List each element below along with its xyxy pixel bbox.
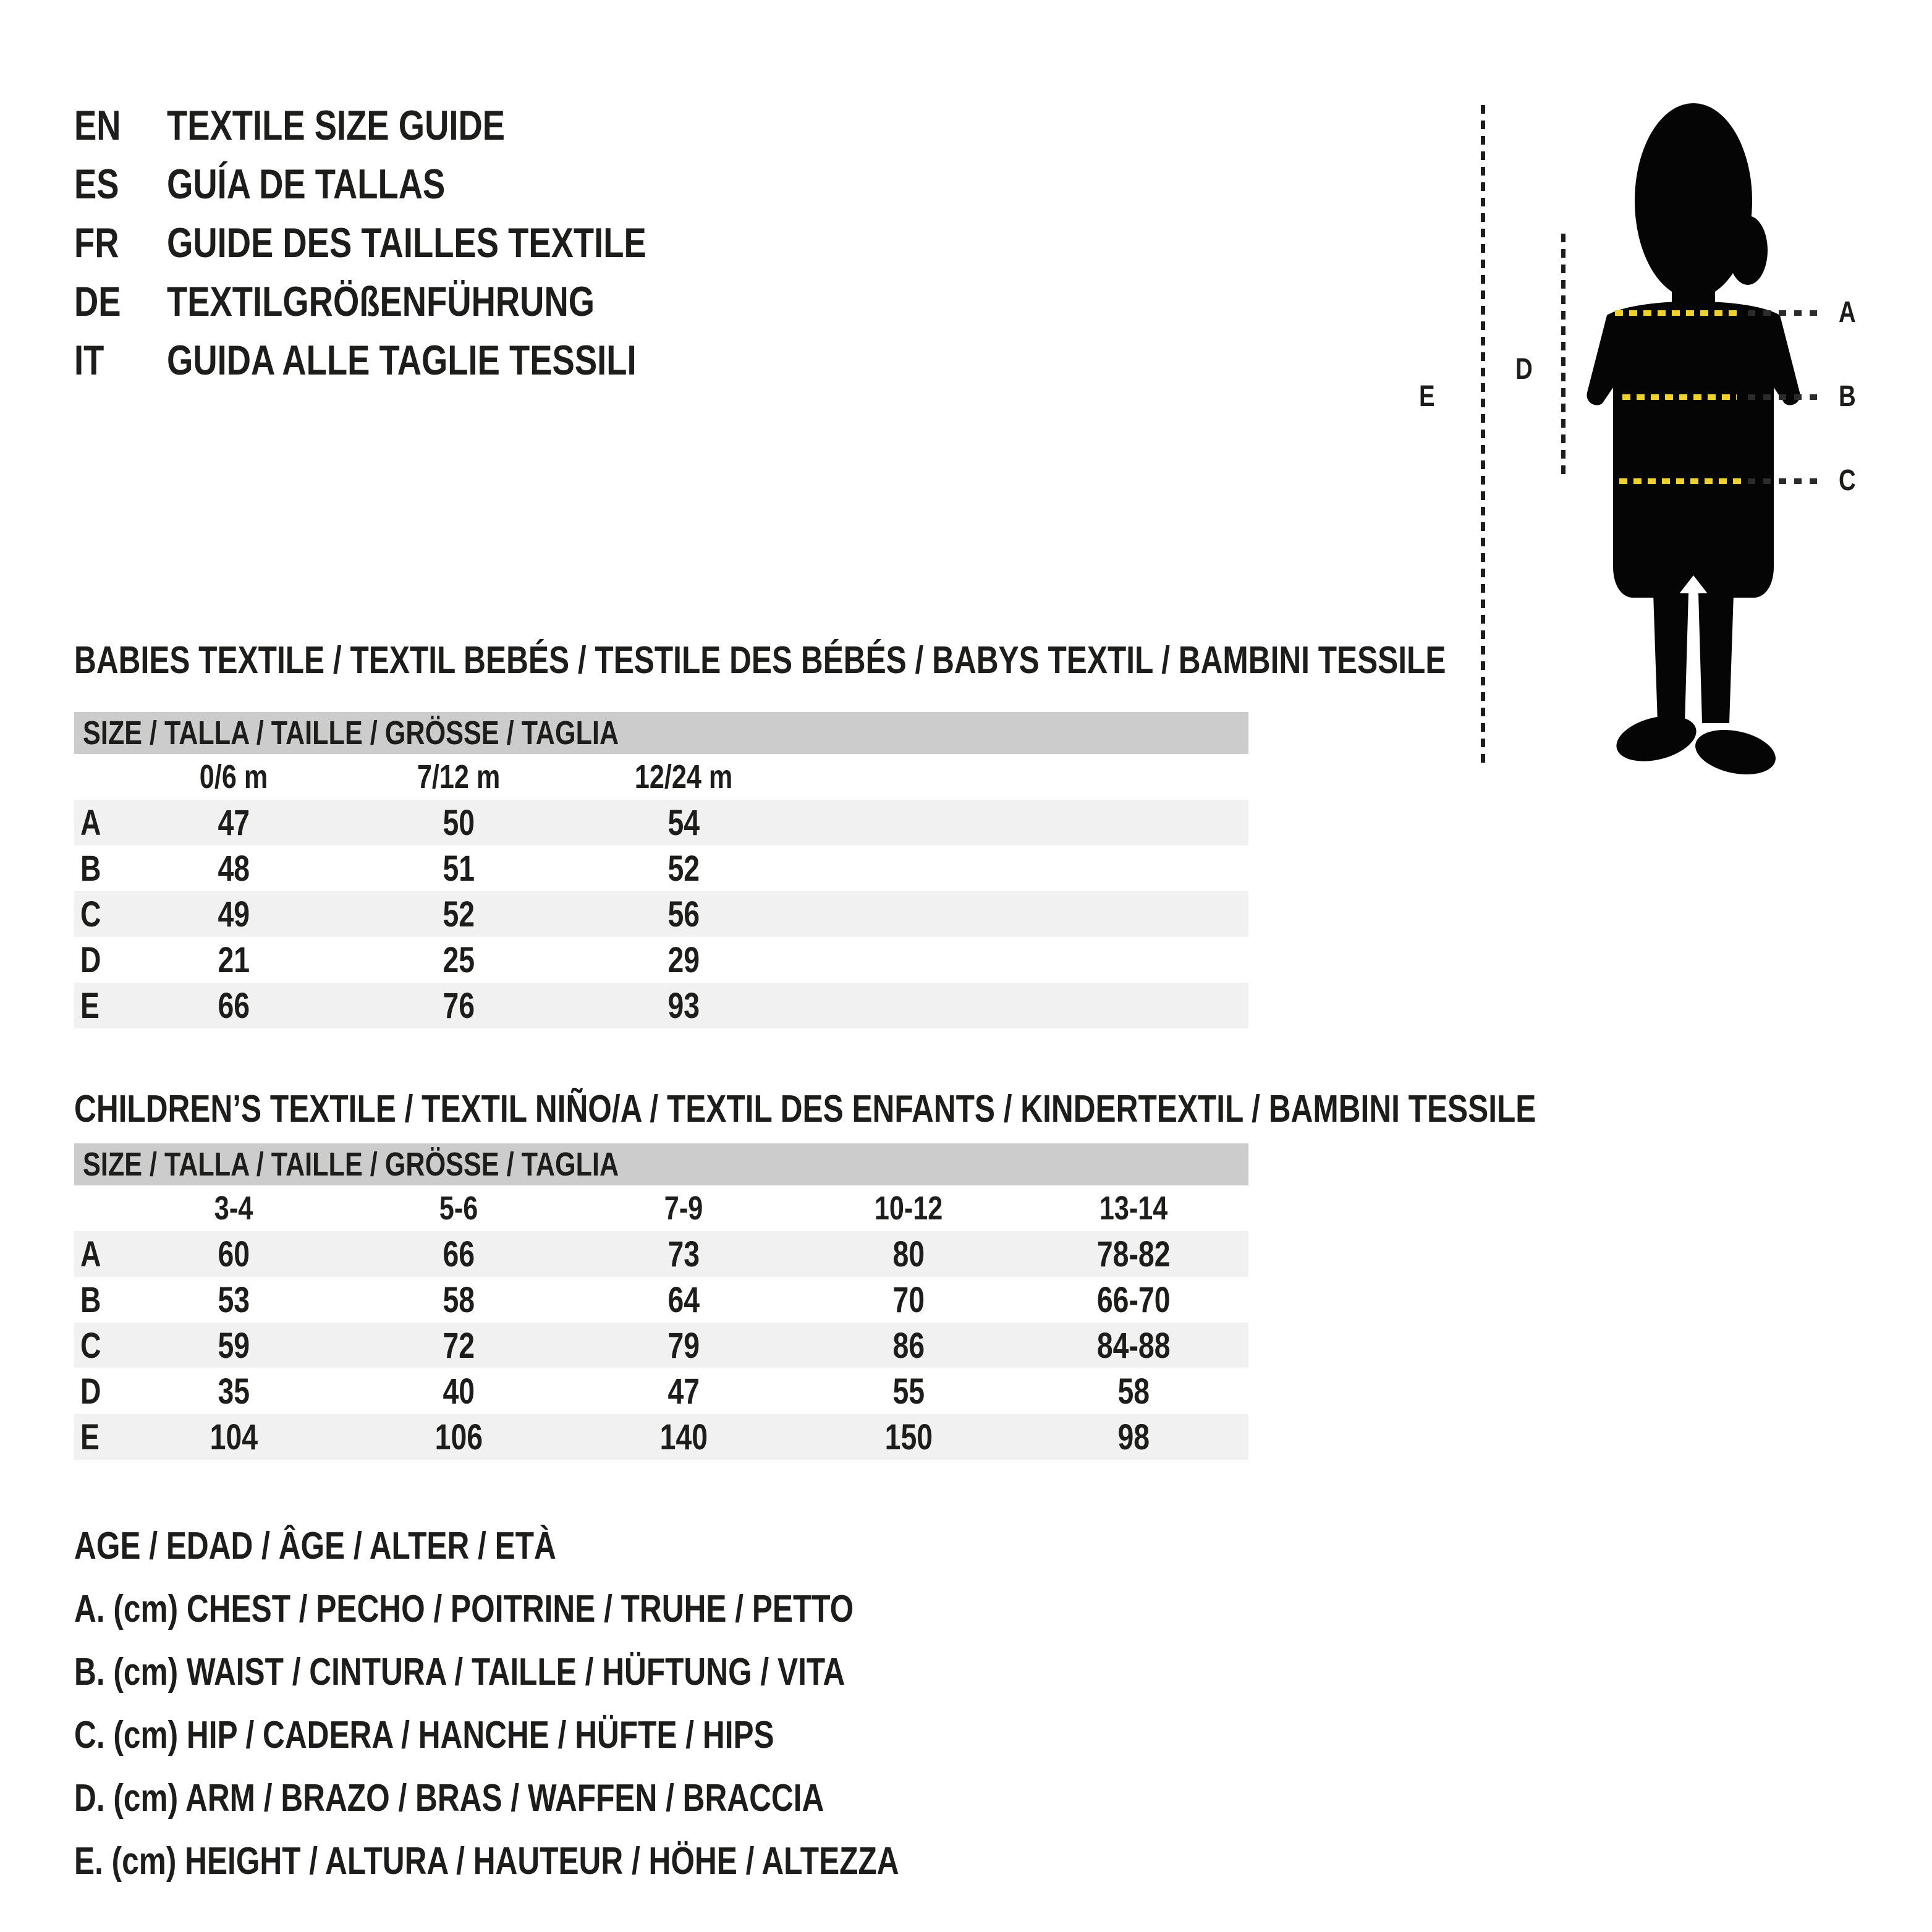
size-value: 47 <box>667 1371 700 1412</box>
row-label <box>74 1371 121 1412</box>
language-code <box>74 160 167 208</box>
size-cell <box>571 1325 796 1366</box>
row-label <box>74 1325 121 1366</box>
size-value: 72 <box>443 1325 475 1366</box>
language-title-text: GUIDE DES TAILLES TEXTILE <box>167 219 646 266</box>
measure-label-waist <box>1839 379 1860 414</box>
measure-label-text: C <box>1839 464 1856 497</box>
row-label-text: D <box>80 1371 101 1412</box>
size-cell <box>1021 1234 1246 1275</box>
size-value: 84-88 <box>1096 1325 1171 1366</box>
size-value: 49 <box>218 894 250 934</box>
size-cell <box>571 1417 796 1458</box>
size-value: 66 <box>218 985 250 1026</box>
size-value: 21 <box>218 939 250 980</box>
row-label <box>74 848 121 889</box>
waist-measure-dashes-dark <box>1748 394 1821 400</box>
table-row-b <box>74 845 1248 891</box>
size-value: 86 <box>892 1325 925 1366</box>
language-title-text: GUÍA DE TALLAS <box>167 160 446 208</box>
size-cell <box>121 1325 346 1366</box>
language-title-list <box>74 96 766 389</box>
size-value: 35 <box>218 1371 250 1412</box>
size-cell <box>346 802 571 844</box>
row-label <box>74 894 121 935</box>
size-cell <box>346 848 571 889</box>
children-size-table <box>74 1143 1248 1460</box>
row-label <box>74 985 121 1027</box>
size-cell <box>796 1371 1021 1412</box>
measure-label-height <box>1419 379 1439 414</box>
table-row-c <box>74 1323 1248 1368</box>
legend-line-text: A. (cm) CHEST / PECHO / POITRINE / TRUHE / PETTO <box>74 1587 854 1630</box>
table-row-e <box>74 1414 1248 1460</box>
row-label-text: C <box>80 1325 101 1366</box>
chest-measure-dashes-yellow <box>1615 310 1742 316</box>
language-code-text: FR <box>74 219 119 266</box>
language-title-text: GUIDA ALLE TAGLIE TESSILI <box>167 336 637 384</box>
column-header <box>1021 1189 1246 1227</box>
size-value: 93 <box>667 985 700 1026</box>
size-cell <box>571 1279 796 1321</box>
measure-label-arm <box>1515 352 1537 387</box>
size-cell <box>571 802 796 844</box>
hip-measure-dashes-yellow <box>1619 478 1743 484</box>
size-value: 54 <box>667 802 700 843</box>
size-cell <box>796 1234 1021 1275</box>
size-cell <box>796 1417 1021 1458</box>
measurement-legend <box>74 1514 1105 1892</box>
size-value: 59 <box>218 1325 250 1366</box>
column-header <box>121 1189 346 1227</box>
hip-measure-dashes-dark <box>1748 478 1820 484</box>
language-title <box>167 160 515 208</box>
children-section-heading <box>74 1084 1902 1133</box>
column-header-row <box>74 1185 1248 1231</box>
size-value: 150 <box>884 1417 933 1457</box>
size-cell <box>346 985 571 1027</box>
size-cell <box>1021 1417 1246 1458</box>
size-cell <box>346 1234 571 1275</box>
size-cell <box>1021 1371 1246 1412</box>
size-cell <box>121 985 346 1027</box>
size-value: 140 <box>659 1417 708 1457</box>
table-row-c <box>74 891 1248 937</box>
language-code-text: EN <box>74 101 121 149</box>
size-value: 70 <box>892 1279 925 1320</box>
size-cell <box>121 848 346 889</box>
size-header-bar <box>74 712 1248 754</box>
size-value: 48 <box>218 848 250 889</box>
table-row-b <box>74 1277 1248 1323</box>
legend-line-text: B. (cm) WAIST / CINTURA / TAILLE / HÜFTUNG / VITA <box>74 1650 845 1693</box>
legend-line-text: AGE / EDAD / ÂGE / ALTER / ETÀ <box>74 1524 556 1567</box>
size-value: 51 <box>443 848 475 889</box>
legend-line-chest <box>74 1577 1105 1640</box>
language-row-es <box>74 155 766 213</box>
legend-line-arm <box>74 1766 1105 1829</box>
legend-line-height <box>74 1829 1105 1892</box>
size-cell <box>571 1234 796 1275</box>
size-cell <box>571 985 796 1027</box>
chest-measure-dashes-dark <box>1748 310 1823 316</box>
size-cell <box>346 1279 571 1321</box>
language-code-text: ES <box>74 160 119 208</box>
language-title <box>167 278 701 326</box>
size-value: 106 <box>434 1417 483 1457</box>
size-value: 58 <box>443 1279 475 1320</box>
language-title <box>167 336 753 384</box>
size-cell <box>121 894 346 935</box>
language-code-text: IT <box>74 336 104 384</box>
size-header-text: SIZE / TALLA / TAILLE / GRÖSSE / TAGLIA <box>83 1146 619 1183</box>
size-value: 66-70 <box>1096 1279 1171 1320</box>
arm-measure-line-d <box>1561 234 1566 477</box>
column-header <box>571 758 796 796</box>
size-cell <box>121 1417 346 1458</box>
column-header-text: 10-12 <box>874 1190 943 1227</box>
column-header <box>121 758 346 796</box>
size-cell <box>571 939 796 981</box>
size-value: 64 <box>667 1279 700 1320</box>
language-title-text: TEXTILE SIZE GUIDE <box>167 101 506 149</box>
legend-line-text: C. (cm) HIP / CADERA / HANCHE / HÜFTE / HIPS <box>74 1713 774 1756</box>
measure-label-hip <box>1839 464 1860 498</box>
table-row-d <box>74 1368 1248 1414</box>
size-cell <box>796 1279 1021 1321</box>
size-value: 73 <box>667 1234 700 1274</box>
size-value: 47 <box>218 802 250 843</box>
language-code <box>74 278 167 326</box>
size-cell <box>346 1371 571 1412</box>
language-row-fr <box>74 213 766 272</box>
row-label-text: E <box>80 1417 100 1457</box>
size-cell <box>346 939 571 981</box>
size-value: 52 <box>667 848 700 889</box>
size-value: 80 <box>892 1234 925 1274</box>
size-cell <box>121 1279 346 1321</box>
row-label-text: E <box>80 985 100 1026</box>
row-label-text: A <box>80 1234 101 1274</box>
column-header-text: 7-9 <box>664 1190 703 1227</box>
language-code-text: DE <box>74 278 121 325</box>
column-header-text: 7/12 m <box>417 758 501 795</box>
row-label-text: A <box>80 802 101 843</box>
size-cell <box>121 939 346 981</box>
measure-label-text: D <box>1515 353 1533 386</box>
language-title <box>167 101 590 150</box>
column-header-text: 0/6 m <box>199 758 268 795</box>
size-cell <box>1021 1279 1246 1321</box>
row-label-text: D <box>80 939 101 980</box>
row-label <box>74 1234 121 1275</box>
row-label-text: C <box>80 894 101 934</box>
size-cell <box>346 1417 571 1458</box>
size-value: 55 <box>892 1371 925 1412</box>
column-header-text: 13-14 <box>1099 1190 1168 1227</box>
size-cell <box>346 894 571 935</box>
size-cell <box>121 802 346 844</box>
size-value: 40 <box>443 1371 475 1412</box>
column-header-text: 3-4 <box>214 1190 253 1227</box>
language-code <box>74 101 167 150</box>
waist-measure-dashes-yellow <box>1622 394 1737 400</box>
table-row-a <box>74 800 1248 845</box>
size-value: 78-82 <box>1096 1234 1171 1274</box>
babies-section-heading-text: BABIES TEXTILE / TEXTIL BEBÉS / TESTILE DES BÉBÉS / BABYS TEXTIL / BAMBINI TESSILE <box>74 638 1446 682</box>
language-title <box>167 219 766 267</box>
legend-line-text: D. (cm) ARM / BRAZO / BRAS / WAFFEN / BRACCIA <box>74 1776 824 1820</box>
size-value: 104 <box>210 1417 258 1457</box>
size-value: 79 <box>667 1325 700 1366</box>
size-cell <box>571 848 796 889</box>
babies-size-table <box>74 712 1248 1028</box>
legend-line-waist <box>74 1640 1105 1703</box>
table-row-a <box>74 1231 1248 1277</box>
size-value: 66 <box>443 1234 475 1274</box>
legend-line-age <box>74 1514 1105 1577</box>
size-value: 98 <box>1117 1417 1150 1457</box>
size-value: 58 <box>1117 1371 1150 1412</box>
measure-label-text: A <box>1839 296 1856 329</box>
row-label <box>74 1279 121 1321</box>
size-cell <box>571 894 796 935</box>
size-value: 76 <box>443 985 475 1026</box>
legend-line-text: E. (cm) HEIGHT / ALTURA / HAUTEUR / HÖHE / ALTEZZA <box>74 1839 899 1883</box>
babies-section-heading <box>74 635 1789 685</box>
measure-label-text: E <box>1419 380 1435 413</box>
column-header <box>571 1189 796 1227</box>
children-section-heading-text: CHILDREN’S TEXTILE / TEXTIL NIÑO/A / TEXTIL DES ENFANTS / KINDERTEXTIL / BAMBINI TESSILE <box>74 1087 1536 1130</box>
language-code <box>74 336 167 384</box>
language-code <box>74 219 167 267</box>
language-row-it <box>74 331 766 389</box>
column-header-row <box>74 754 1248 800</box>
size-cell <box>1021 1325 1246 1366</box>
row-label <box>74 1417 121 1458</box>
row-label-text: B <box>80 1279 101 1320</box>
row-label <box>74 939 121 981</box>
column-header-text: 12/24 m <box>634 758 733 795</box>
size-value: 25 <box>443 939 475 980</box>
legend-line-hip <box>74 1703 1105 1766</box>
size-value: 56 <box>667 894 700 934</box>
size-cell <box>346 1325 571 1366</box>
language-row-en <box>74 96 766 155</box>
size-value: 53 <box>218 1279 250 1320</box>
row-label-text: B <box>80 848 101 889</box>
size-header-text: SIZE / TALLA / TAILLE / GRÖSSE / TAGLIA <box>83 714 619 752</box>
measure-label-chest <box>1839 295 1860 330</box>
row-label <box>74 802 121 844</box>
size-cell <box>121 1234 346 1275</box>
size-value: 50 <box>443 802 475 843</box>
size-cell <box>121 1371 346 1412</box>
language-row-de <box>74 272 766 331</box>
column-header <box>346 758 571 796</box>
size-value: 29 <box>667 939 700 980</box>
table-row-d <box>74 937 1248 983</box>
size-cell <box>796 1325 1021 1366</box>
column-header <box>346 1189 571 1227</box>
language-title-text: TEXTILGRÖßENFÜHRUNG <box>167 278 595 325</box>
size-value: 52 <box>443 894 475 934</box>
size-header-bar <box>74 1143 1248 1185</box>
size-value: 60 <box>218 1234 250 1274</box>
table-row-e <box>74 983 1248 1028</box>
measure-label-text: B <box>1839 380 1856 413</box>
size-cell <box>571 1371 796 1412</box>
column-header-text: 5-6 <box>439 1190 478 1227</box>
column-header <box>796 1189 1021 1227</box>
